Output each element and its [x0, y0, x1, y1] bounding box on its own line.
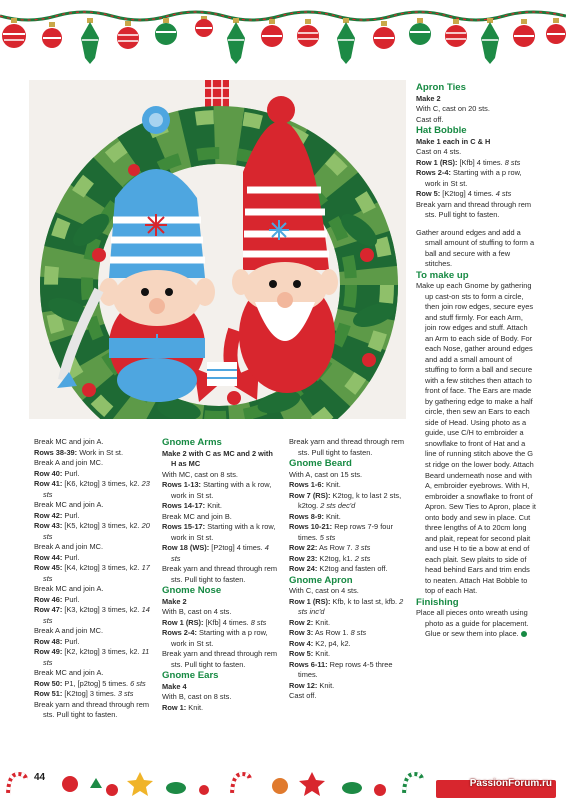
instruction-text: [34, 437, 152, 448]
bauble-red: [513, 19, 535, 47]
instruction-text: [34, 668, 152, 679]
instruction-text-content: Cast on 4 sts.: [416, 147, 462, 157]
instruction-text-content: Cast off.: [289, 691, 317, 701]
pattern-row: [162, 480, 280, 501]
bauble-red: [2, 18, 26, 48]
instruction-text: [34, 700, 152, 721]
bauble-green: [155, 18, 177, 45]
stitch-count: 8 sts: [250, 617, 267, 627]
stitch-count: 2 sts inc'd: [298, 596, 404, 617]
stitch-count: 20 sts: [43, 521, 150, 541]
stitch-count: 2 sts dec'd: [320, 501, 356, 511]
row-text: [P2tog] 4 times.: [209, 543, 265, 553]
row-label: Rows 1-6:: [289, 480, 324, 490]
row-text: Knit.: [313, 649, 331, 659]
row-label: Row 18 (WS):: [162, 543, 210, 553]
bauble-red: [546, 18, 566, 44]
section-heading: Apron Ties: [416, 82, 466, 93]
row-text: Purl.: [62, 468, 80, 478]
bauble-green: [409, 18, 431, 45]
stitch-count: 8 sts: [504, 157, 521, 167]
pattern-row: [289, 597, 407, 618]
instructions-column-1: [34, 437, 152, 721]
row-label: Row 50:: [34, 678, 63, 688]
section-heading: Finishing: [416, 596, 459, 608]
site-watermark: PassionForum.ru: [469, 778, 552, 789]
row-text: Knit.: [317, 680, 335, 690]
instruction-text: [416, 147, 536, 158]
pattern-row: [289, 554, 407, 565]
instruction-text: [162, 607, 280, 618]
row-label: Row 47:: [34, 605, 63, 615]
bauble-green: [481, 18, 499, 64]
stitch-count: 4 sts: [495, 189, 512, 199]
instruction-text-content: With MC, cast on 8 sts.: [162, 469, 238, 479]
pattern-row: [416, 189, 536, 200]
instruction-text-content: Gather around edges and add a small amount of stuffing to form a ball and secure with a few stitches.: [416, 227, 535, 269]
pattern-row: [34, 605, 152, 626]
stitch-count: 8 sts: [350, 628, 367, 638]
make-count: Make 2: [416, 93, 441, 103]
stitch-count: 6 sts: [130, 678, 146, 688]
instruction-text: [289, 691, 407, 702]
row-label: Rows 6-11:: [289, 659, 328, 669]
row-label: Rows 14-17:: [162, 501, 206, 511]
row-text: K2tog, k to last 2 sts, k2tog.: [298, 490, 402, 511]
bauble-green: [227, 18, 245, 64]
row-label: Rows 1-13:: [162, 480, 202, 490]
row-label: Rows 38-39:: [34, 447, 78, 457]
row-label: Row 49:: [34, 647, 63, 657]
pattern-row: [34, 563, 152, 584]
pattern-row: [289, 639, 407, 650]
instruction-text-content: Place all pieces onto wreath using photo as a guide for placement. Glue or sew them into place.: [416, 608, 529, 639]
make-count: Make 4: [162, 681, 187, 691]
pattern-row: [162, 543, 280, 564]
instructions-column-4: [416, 82, 536, 640]
pattern-row: [34, 469, 152, 480]
stitch-count: 3 sts: [117, 689, 134, 699]
row-text: [K2tog] 4 times.: [440, 189, 496, 199]
instruction-text-content: Break MC and join A.: [34, 437, 104, 446]
pattern-row: [34, 637, 152, 648]
pattern-row: [289, 660, 407, 681]
pattern-row: [34, 479, 152, 500]
make-count: Make 1 each in C & H: [416, 136, 491, 146]
instruction-text-content: Break yarn and thread through rem sts. Pull tight to fasten.: [416, 199, 532, 220]
row-text: Starting with a k row, work in St st.: [171, 480, 272, 500]
pattern-row: [162, 501, 280, 512]
row-label: Row 51:: [34, 689, 63, 699]
instruction-text: [289, 470, 407, 481]
row-text: [K6, k2tog] 3 times, k2.: [62, 479, 142, 489]
pattern-row: [289, 480, 407, 491]
row-label: Rows 15-17:: [162, 522, 206, 532]
row-text: Knit.: [323, 480, 341, 490]
bauble-red: [42, 22, 62, 48]
section-heading: Gnome Ears: [162, 670, 219, 682]
row-text: [Kfb] 4 times.: [203, 617, 251, 627]
instruction-text: [162, 692, 280, 703]
row-text: [K4, k2tog] 3 times, k2.: [62, 563, 142, 573]
instruction-text-content: Break MC and join A.: [34, 500, 104, 510]
pattern-row: [289, 543, 407, 554]
instruction-text-content: With C, cast on 4 sts.: [289, 586, 359, 596]
row-text: Starting with a p row, work in St st.: [425, 168, 522, 188]
instruction-text-content: Break yarn and thread through rem sts. Pull tight to fasten.: [34, 699, 150, 720]
stitch-count: 14 sts: [43, 605, 150, 625]
pattern-row: [289, 649, 407, 660]
pattern-row: [34, 511, 152, 522]
pattern-row: [416, 158, 536, 169]
row-label: Row 5:: [289, 649, 314, 659]
stitch-count: 4 sts: [171, 543, 269, 563]
row-text: As Row 1.: [313, 628, 351, 638]
stitch-count: 23 sts: [43, 479, 150, 499]
pattern-row: [289, 618, 407, 629]
instruction-text: [162, 564, 280, 585]
row-label: Row 41:: [34, 479, 63, 489]
row-label: Rows 8-9:: [289, 511, 324, 521]
bauble-red: [261, 19, 283, 47]
row-text: K2tog, k1.: [317, 553, 355, 563]
row-text: Purl.: [62, 552, 80, 562]
row-text: [K2, k2tog] 3 times, k2.: [62, 647, 142, 657]
instruction-text-content: With B, cast on 4 sts.: [162, 607, 232, 617]
row-label: Row 12:: [289, 680, 318, 690]
instruction-text: [162, 470, 280, 481]
pattern-row: [289, 512, 407, 523]
instruction-text-content: With B, cast on 8 sts.: [162, 692, 232, 702]
spacer: [416, 221, 536, 228]
row-label: Row 43:: [34, 521, 63, 531]
row-label: Row 7 (RS):: [289, 490, 331, 500]
instruction-text: [34, 458, 152, 469]
pattern-row: [416, 168, 536, 189]
instruction-text-content: Break yarn and thread through rem sts. Pull tight to fasten.: [289, 437, 405, 457]
row-label: Row 23:: [289, 553, 318, 563]
row-text: Work in St st.: [77, 447, 123, 457]
row-text: Rep rows 7-9 four times.: [298, 522, 393, 542]
row-text: Starting with a p row, work in St st.: [171, 628, 268, 648]
instruction-text: [34, 626, 152, 637]
bauble-red: [373, 21, 395, 49]
pattern-row: [34, 679, 152, 690]
row-label: Row 5:: [416, 189, 441, 199]
row-text: Purl.: [62, 636, 80, 646]
instruction-text: [34, 584, 152, 595]
pattern-row: [162, 618, 280, 629]
pattern-row: [34, 595, 152, 606]
section-heading: Gnome Beard: [289, 458, 352, 470]
row-text: K2, p4, k2.: [313, 638, 351, 648]
instruction-text: [416, 115, 536, 126]
row-text: As Row 7.: [317, 543, 355, 553]
pattern-row: [34, 553, 152, 564]
instruction-text-content: Break A and join MC.: [34, 626, 104, 636]
instruction-text-content: Break MC and join B.: [162, 511, 232, 521]
instruction-text-content: Break MC and join A.: [34, 668, 104, 678]
pattern-row: [289, 681, 407, 692]
bauble-red: [445, 19, 467, 47]
instruction-text-content: With C, cast on 20 sts.: [416, 104, 490, 114]
row-label: Row 40:: [34, 468, 63, 478]
bauble-green: [337, 18, 355, 64]
wreath-photo: [29, 80, 406, 419]
row-text: P1, [p2tog] 5 times.: [62, 678, 131, 688]
row-label: Rows 10-21:: [289, 522, 333, 532]
instruction-text: [162, 649, 280, 670]
row-text: [K5, k2tog] 3 times, k2.: [62, 521, 142, 531]
row-text: Knit.: [205, 501, 222, 511]
pattern-row: [34, 647, 152, 668]
row-text: Knit.: [186, 702, 204, 712]
row-label: Rows 2-4:: [416, 168, 451, 178]
bauble-red: [195, 16, 213, 37]
row-text: [K2tog] 3 times.: [62, 689, 118, 699]
instruction-text: [162, 512, 280, 523]
pattern-row: [289, 564, 407, 575]
instructions-column-2: [162, 437, 280, 713]
instruction-text: [34, 500, 152, 511]
section-heading: Gnome Nose: [162, 585, 222, 597]
instruction-text: [416, 281, 536, 596]
pattern-row: [162, 703, 280, 714]
instruction-text: [416, 608, 536, 640]
row-label: Row 4:: [289, 638, 314, 648]
instruction-text: [416, 228, 536, 270]
pattern-row: [34, 521, 152, 542]
row-label: Row 1:: [162, 702, 187, 712]
instruction-text-content: Cast off.: [416, 114, 444, 124]
row-text: [Kfb] 4 times.: [457, 157, 505, 167]
section-heading: Gnome Apron: [289, 574, 353, 586]
instruction-text-content: Break MC and join A.: [34, 584, 104, 594]
row-label: Row 42:: [34, 510, 63, 520]
pattern-row: [162, 522, 280, 543]
instruction-text-content: Break A and join MC.: [34, 458, 104, 468]
row-text: Kfb, k to last st, kfb.: [330, 596, 400, 606]
row-text: Knit.: [323, 511, 341, 521]
row-label: Row 1 (RS):: [162, 617, 204, 627]
bauble-red: [297, 19, 319, 47]
instruction-text-content: With A, cast on 15 sts.: [289, 469, 363, 479]
row-text: Starting with a k row, work in St st.: [171, 522, 276, 542]
row-text: Purl.: [62, 510, 80, 520]
make-count: Make 2: [162, 596, 187, 606]
instruction-text-content: Make up each Gnome by gathering up cast-on sts to form a circle, then join row edges, secure eyes and stuff firmly. For each Arm, join row edges and stuff. Attach an Arm to each side of Body. For each Nose, gather around edges and add a small amount of stuffing to form a ball and secure with a few stitches then attach to front of face. The Ears are made by gathering edge to make a half circle, then sew an Ears to each side of Head. Using photo as a guide, use C/H to embroider a snowflake to front of Hat and a line of running stitch above the G st ridge on the lower body. Attach Beard underneath nose and with A, embroider eyebrows. With H, embroider a snowflake to front of Apron. Sew Ties to Apron, place it onto body and sew in place. Cut three lengths of A to 20cm long and plait, repeat for second plait and use H to tie a bow at end of each plait. Sew plaits to side of head behind Ears and trim ends to neaten. Attach Hat Bobble to top of each Hat.: [416, 281, 536, 596]
section-heading: To make up: [416, 269, 469, 281]
instruction-text: [289, 586, 407, 597]
pattern-row: [34, 689, 152, 700]
end-of-article-icon: [521, 631, 527, 637]
pattern-row: [162, 628, 280, 649]
row-label: Row 24:: [289, 564, 318, 574]
bauble-garland: [0, 0, 566, 64]
row-label: Row 46:: [34, 594, 63, 604]
row-text: K2tog and fasten off.: [317, 564, 388, 574]
page-number: 44: [34, 772, 46, 783]
row-label: Row 48:: [34, 636, 63, 646]
row-label: Row 3:: [289, 628, 314, 638]
stitch-count: 2 sts: [354, 553, 371, 563]
pattern-row: [289, 628, 407, 639]
section-heading: Gnome Arms: [162, 437, 222, 448]
section-heading: Hat Bobble: [416, 125, 467, 137]
row-label: Rows 2-4:: [162, 628, 197, 638]
row-text: [K3, k2tog] 3 times, k2.: [62, 605, 142, 615]
row-text: Purl.: [62, 594, 80, 604]
row-label: Row 45:: [34, 563, 63, 573]
instruction-text-content: Break yarn and thread through rem sts. Pull tight to fasten.: [162, 564, 278, 584]
row-text: Knit.: [313, 617, 331, 627]
instructions-column-3: [289, 437, 407, 702]
row-label: Row 1 (RS):: [289, 596, 331, 606]
pattern-row: [289, 491, 407, 512]
row-label: Row 1 (RS):: [416, 157, 458, 167]
pattern-row: [289, 522, 407, 543]
instruction-text: [289, 437, 407, 458]
instruction-text: [416, 200, 536, 221]
instruction-text-content: Break A and join MC.: [34, 542, 104, 552]
stitch-count: 5 sts: [319, 532, 336, 542]
row-label: Row 44:: [34, 552, 63, 562]
instruction-text: [416, 104, 536, 115]
make-count: Make 2 with C as MC and 2 with H as MC: [162, 448, 273, 469]
bauble-green: [81, 18, 99, 64]
row-text: Rep rows 4-5 three times.: [298, 659, 393, 680]
instruction-text-content: Break yarn and thread through rem sts. Pull tight to fasten.: [162, 649, 278, 669]
instruction-text: [34, 542, 152, 553]
row-label: Row 2:: [289, 617, 314, 627]
stitch-count: 3 sts: [354, 543, 371, 553]
row-label: Row 22:: [289, 543, 318, 553]
bauble-red: [117, 21, 139, 49]
stitch-count: 11 sts: [43, 647, 150, 667]
stitch-count: 17 sts: [43, 563, 150, 583]
pattern-row: [34, 448, 152, 459]
